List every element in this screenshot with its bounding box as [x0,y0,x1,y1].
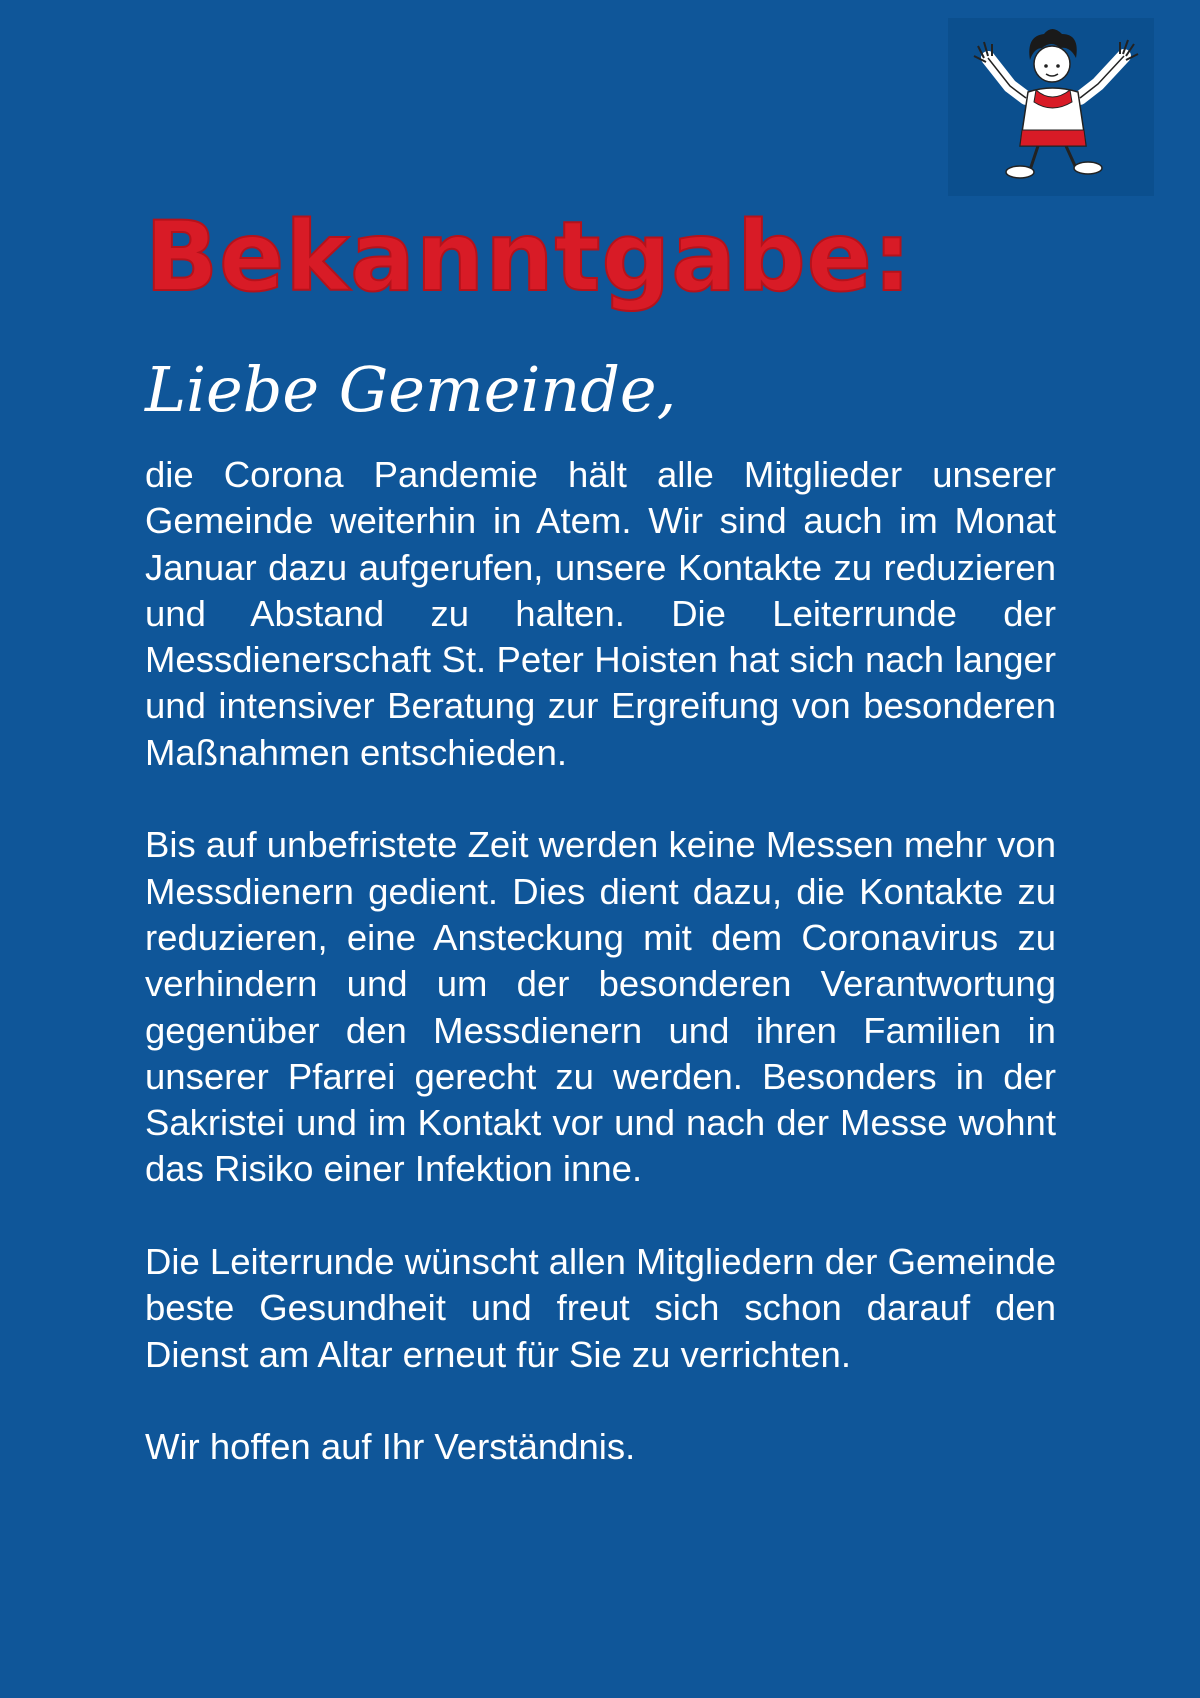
paragraph-closing: Wir hoffen auf Ihr Verständnis. [145,1426,636,1468]
paragraph-wishes: Die Leiterrunde wünscht allen Mitgliedern der Gemeinde beste Gesundheit und freut sich schon darauf den Dienst am Altar erneut für Sie zu verrichten. [145,1241,1056,1375]
salutation: Liebe Gemeinde, [145,353,677,426]
altar-server-mascot-icon [948,18,1154,196]
announcement-body [145,452,1056,1471]
announcement-headline: Bekanntgabe: [145,201,913,313]
paragraph-no-altar-service: Bis auf unbefristete Zeit werden keine Messen mehr von Messdienern gedient. Dies dient dazu, die Kontakte zu reduzieren, eine Ansteckung mit dem Coronavirus zu verhindern und um der besonderen Verantwortung gegenüber den Messdienern und ihren Familien in unserer Pfarrei gerecht zu werden. Besonders in der Sakristei und im Kontakt vor und nach der Messe wohnt das Risiko einer Infektion inne. [145,824,1056,1190]
paragraph-pandemic-context: die Corona Pandemie hält alle Mitglieder unserer Gemeinde weiterhin in Atem. Wir sind auch im Monat Januar dazu aufgerufen, unsere Kontakte zu reduzieren und Abstand zu halten. Die Leiterrunde der Messdienerschaft St. Peter Hoisten hat sich nach langer und intensiver Beratung zur Ergreifung von besonderen Maßnahmen entschieden. [145,454,1056,773]
